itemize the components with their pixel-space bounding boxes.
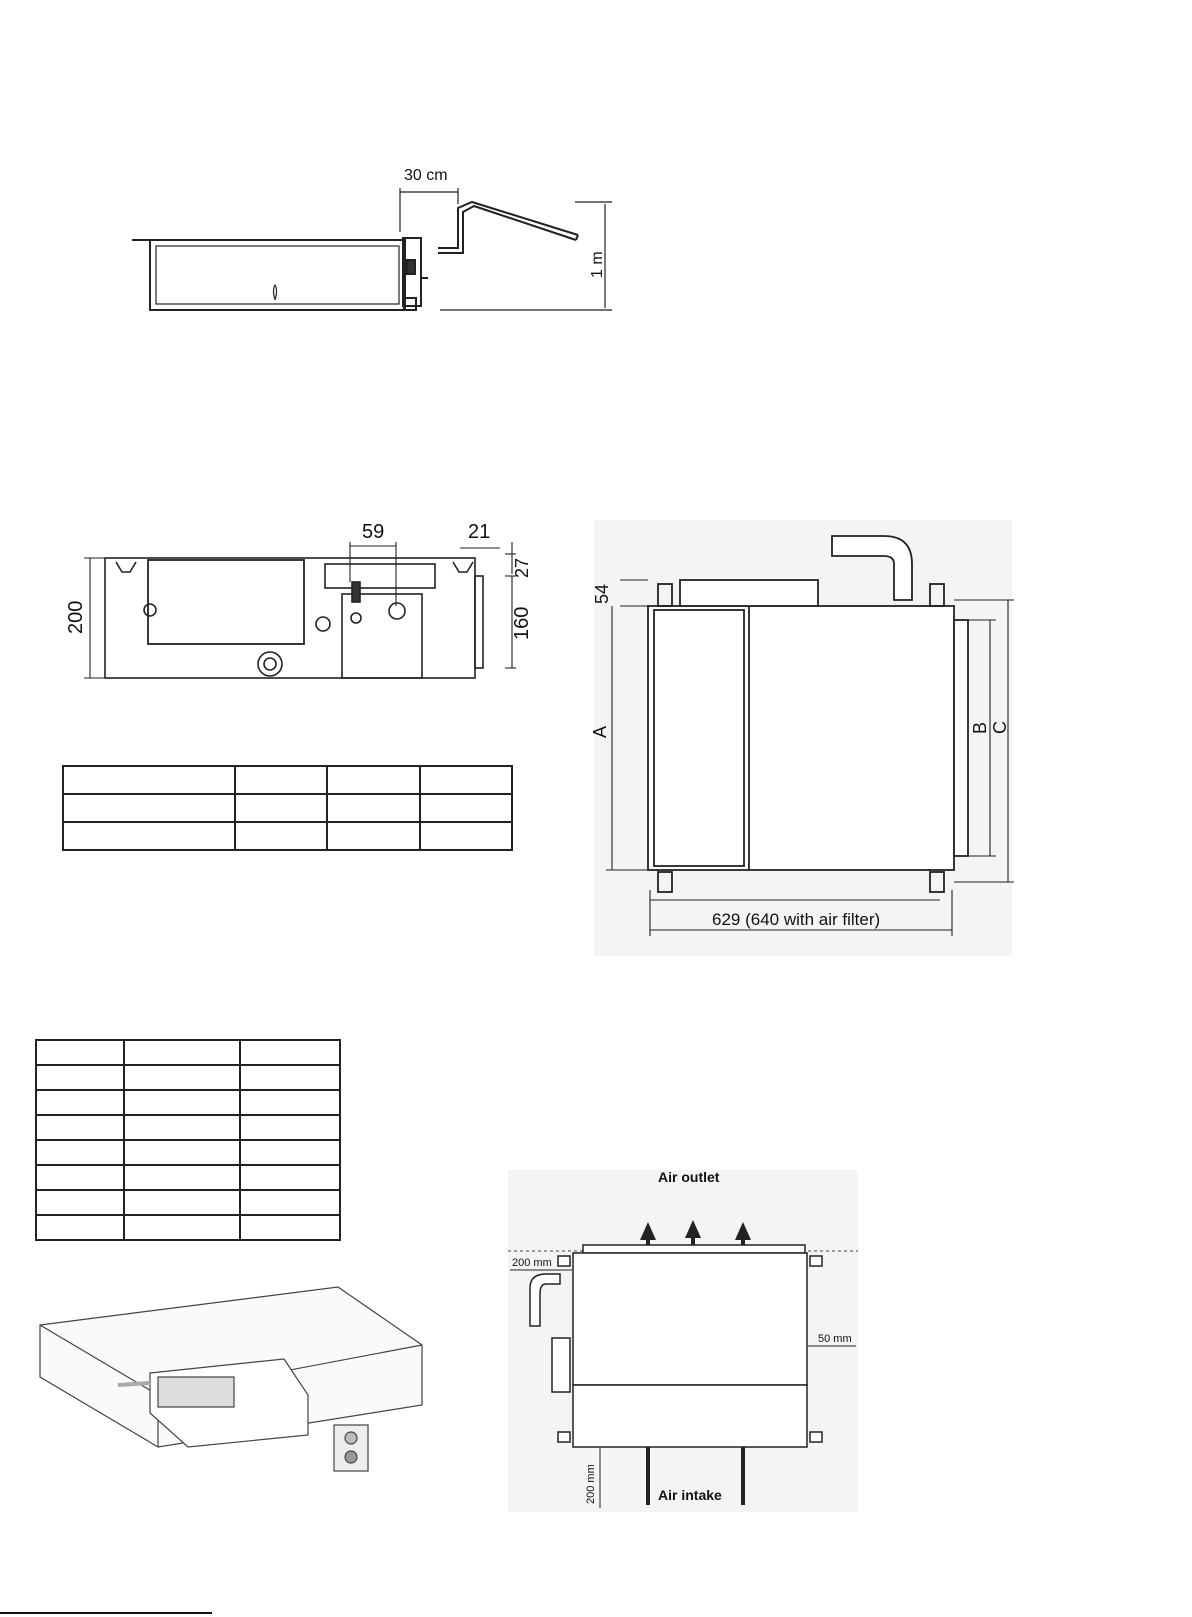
table-row [36,1040,340,1065]
width-label: 629 (640 with air filter) [712,910,881,929]
dimensions-table-small [62,765,513,851]
clearance-height-label: 1 m [589,251,606,278]
outlet-flange [583,1245,805,1253]
table-row [63,822,512,850]
table-row [36,1090,340,1115]
table-row [63,766,512,794]
unit-body-plan [573,1253,807,1385]
unit-body-top [648,606,954,870]
flange-offset-label: 21 [468,521,491,543]
top-offset-label: 27 [512,557,532,578]
bottom-clearance-label: 200 mm [585,1464,597,1504]
height-total-label: 200 [65,600,87,634]
ceiling-install-figure [38,1285,430,1485]
airflow-figure [508,1170,858,1512]
casing-outline [105,558,475,678]
outlet-label: Air outlet [658,1169,720,1185]
right-clearance-label: 50 mm [818,1333,852,1345]
service-clearance-figure [120,160,640,330]
footnote-rule [0,1612,212,1614]
table-row [63,794,512,822]
table-row [36,1065,340,1090]
top-clearance-label: 54 [592,583,612,604]
unit-body [150,240,405,310]
length-a-label: A [590,725,610,738]
table-row [36,1215,340,1240]
pipe-spacing-label: 59 [362,521,385,543]
left-clearance-label: 200 mm [512,1257,552,1269]
intake-label: Air intake [658,1487,722,1503]
side-section-figure [60,516,533,691]
clearance-width-label: 30 cm [404,167,448,184]
top-view-figure [590,520,1012,956]
table-row [36,1115,340,1140]
filter-frame [954,620,968,856]
table-row [36,1140,340,1165]
length-c-label: C [990,721,1010,734]
length-b-label: B [970,721,990,734]
table-row [36,1190,340,1215]
pipe [438,202,578,248]
table-row [36,1165,340,1190]
dimensions-table-large [35,1039,341,1241]
outlet-height-label: 160 [511,606,533,640]
